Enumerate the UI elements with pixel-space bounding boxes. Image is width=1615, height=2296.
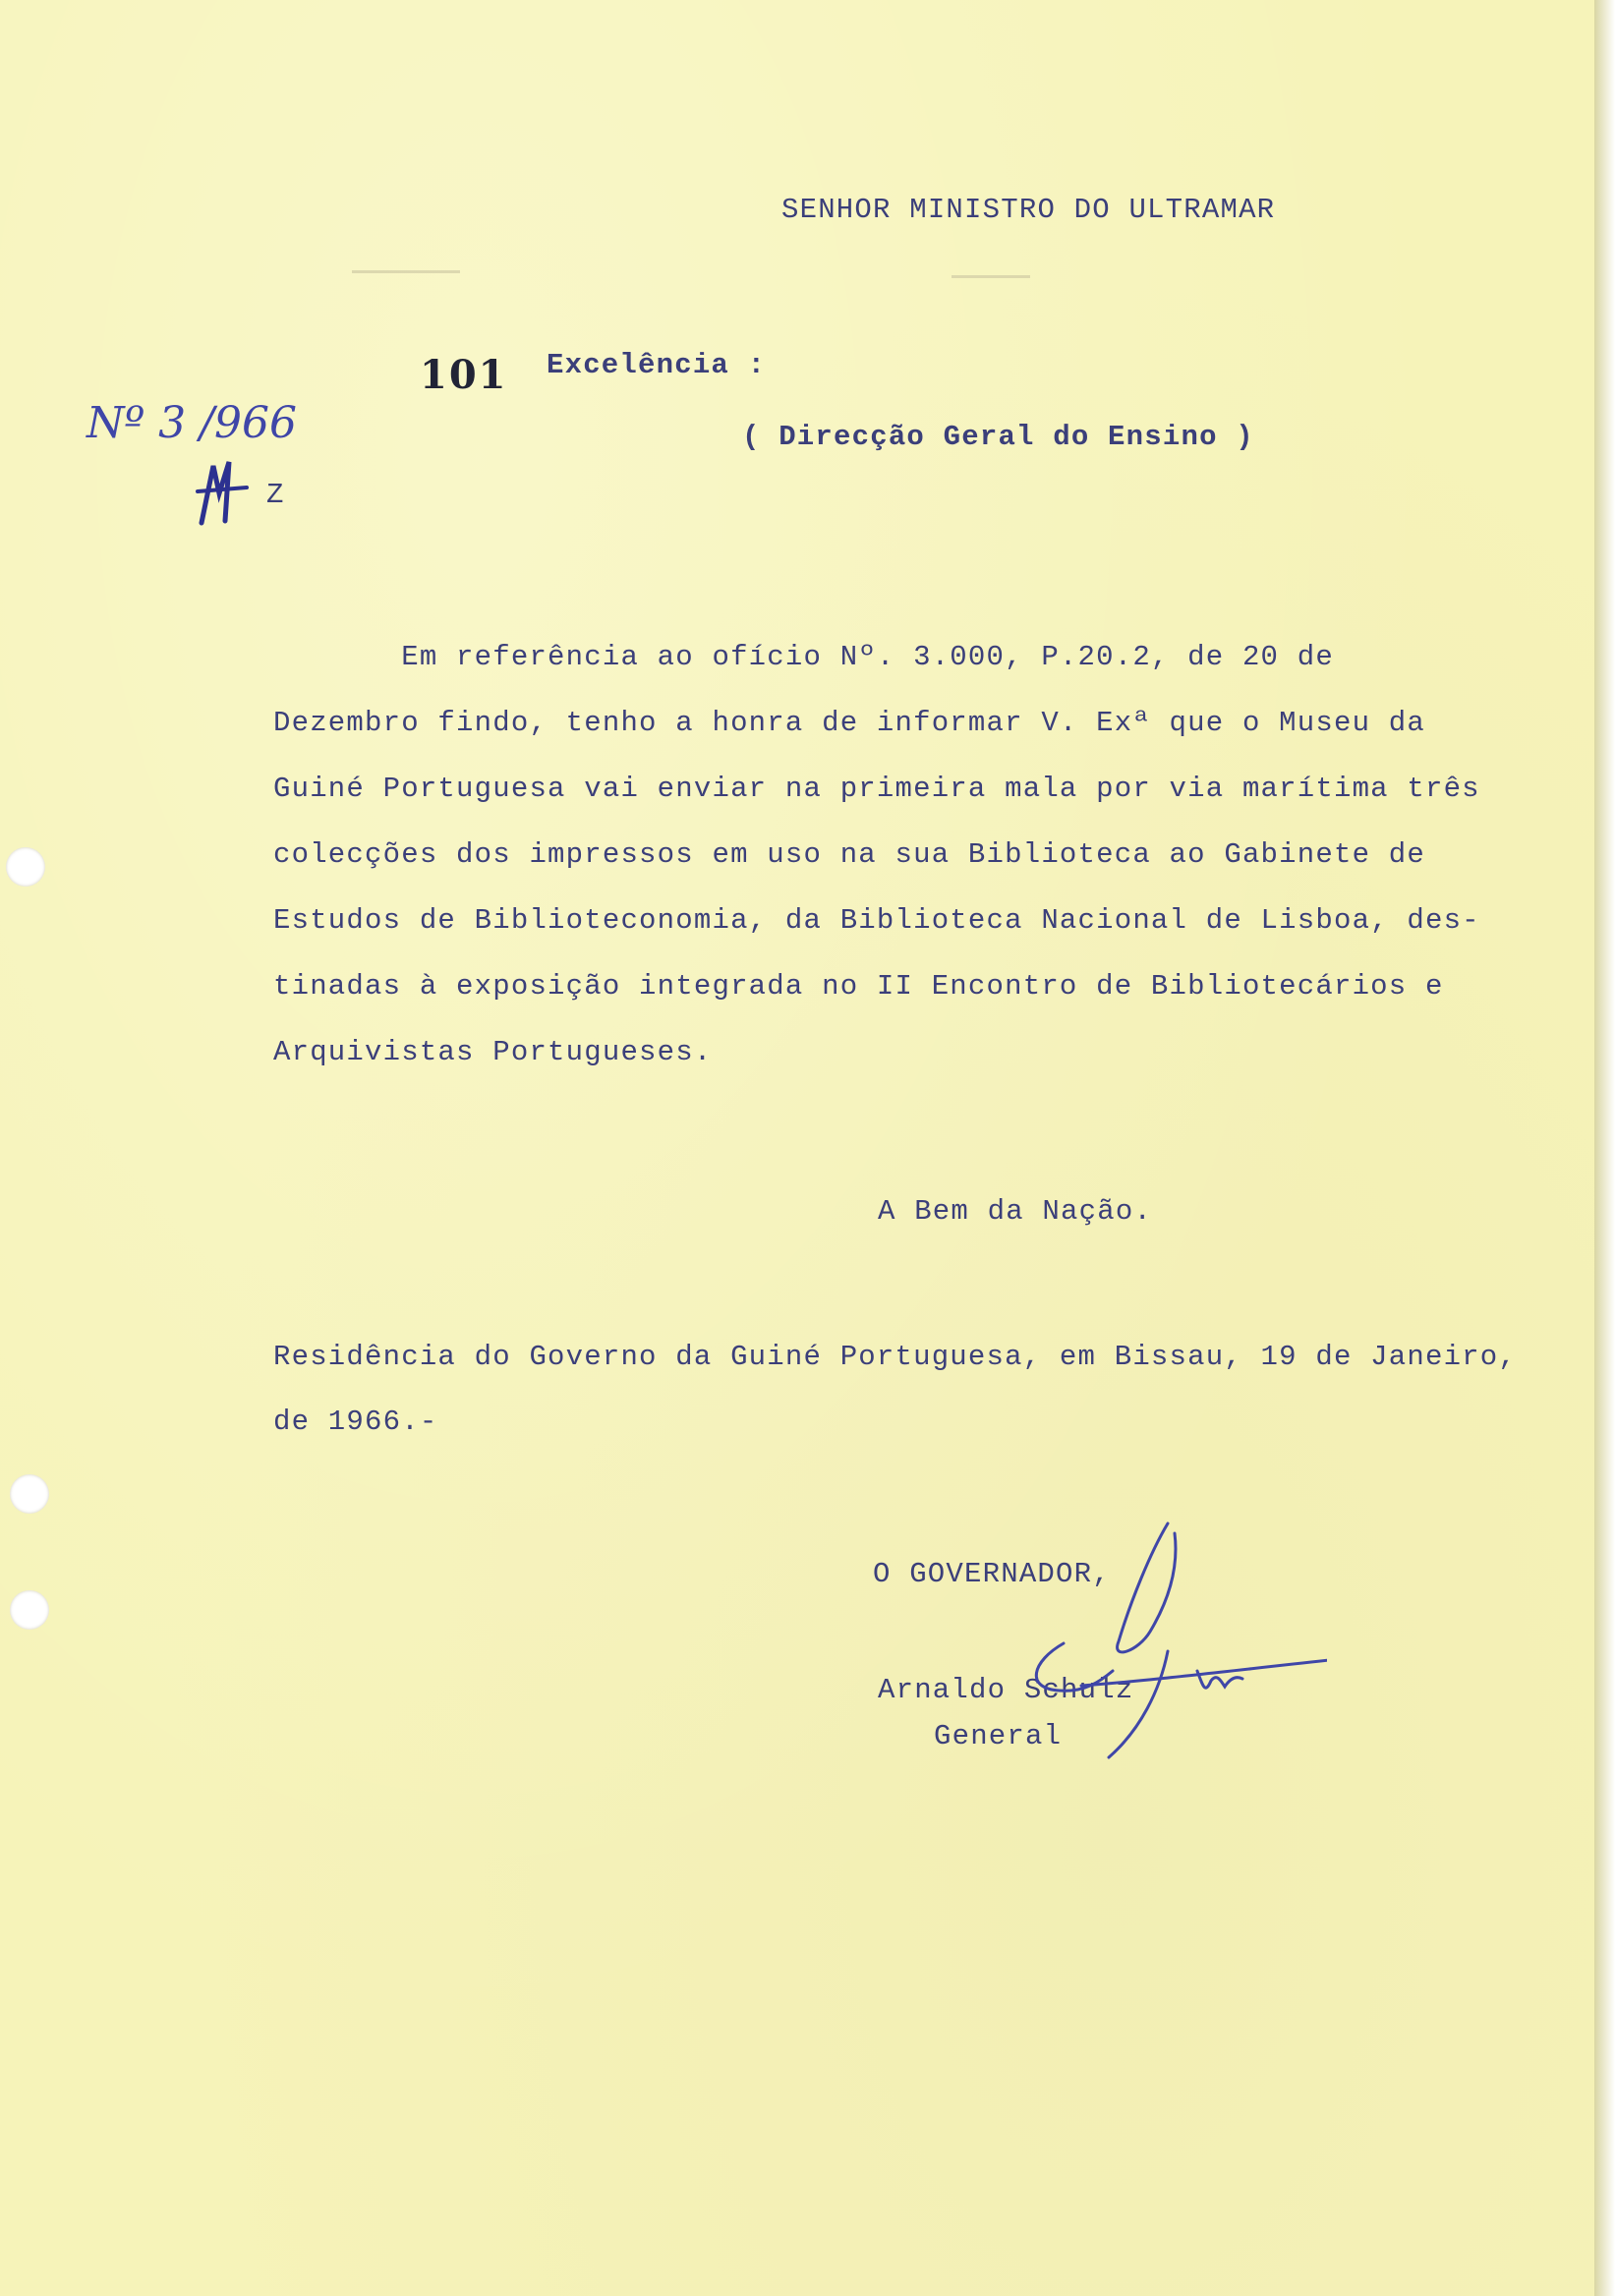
paper-edge: [1594, 0, 1615, 2296]
body-line: Dezembro findo, tenho a honra de informar V. Exª que o Museu da: [273, 707, 1425, 739]
body-line: Estudos de Biblioteconomia, da Biblioteca Nacional de Lisboa, des-: [273, 904, 1480, 937]
closing: A Bem da Nação.: [878, 1195, 1153, 1228]
punch-hole-top: [6, 847, 45, 887]
body-line: tinadas à exposição integrada no II Encontro de Bibliotecários e: [273, 970, 1444, 1003]
letter-body: [273, 624, 1551, 1085]
faint-mark: [952, 275, 1030, 278]
handwritten-signature-icon: [1003, 1514, 1327, 1769]
body-line: colecções dos impressos em uso na sua Biblioteca ao Gabinete de: [273, 838, 1425, 871]
place-date-line-2: de 1966.-: [273, 1406, 438, 1438]
punch-hole-middle: [10, 1474, 49, 1514]
handwritten-initial-z: Z: [266, 479, 285, 511]
signatory-name: Arnaldo Schulz: [878, 1674, 1134, 1706]
punch-hole-bottom: [10, 1590, 49, 1630]
body-line: Arquivistas Portugueses.: [273, 1036, 713, 1068]
addressee: SENHOR MINISTRO DO ULTRAMAR: [781, 194, 1276, 226]
salutation: Excelência :: [547, 349, 767, 381]
handwritten-registry-number: Nº 3 /966: [87, 398, 297, 448]
signatory-title: O GOVERNADOR,: [873, 1558, 1111, 1590]
body-line: Guiné Portuguesa vai enviar na primeira mala por via marítima três: [273, 773, 1480, 805]
handwritten-initials-icon: [192, 454, 260, 533]
body-line: Em referência ao ofício Nº. 3.000, P.20.2, de 20 de: [273, 641, 1334, 673]
department: ( Direcção Geral do Ensino ): [742, 421, 1254, 453]
reference-number: 101: [420, 352, 508, 398]
place-date-line-1: Residência do Governo da Guiné Portuguesa, em Bissau, 19 de Janeiro,: [273, 1341, 1517, 1373]
faint-mark: [352, 270, 460, 273]
signatory-rank: General: [934, 1720, 1063, 1752]
